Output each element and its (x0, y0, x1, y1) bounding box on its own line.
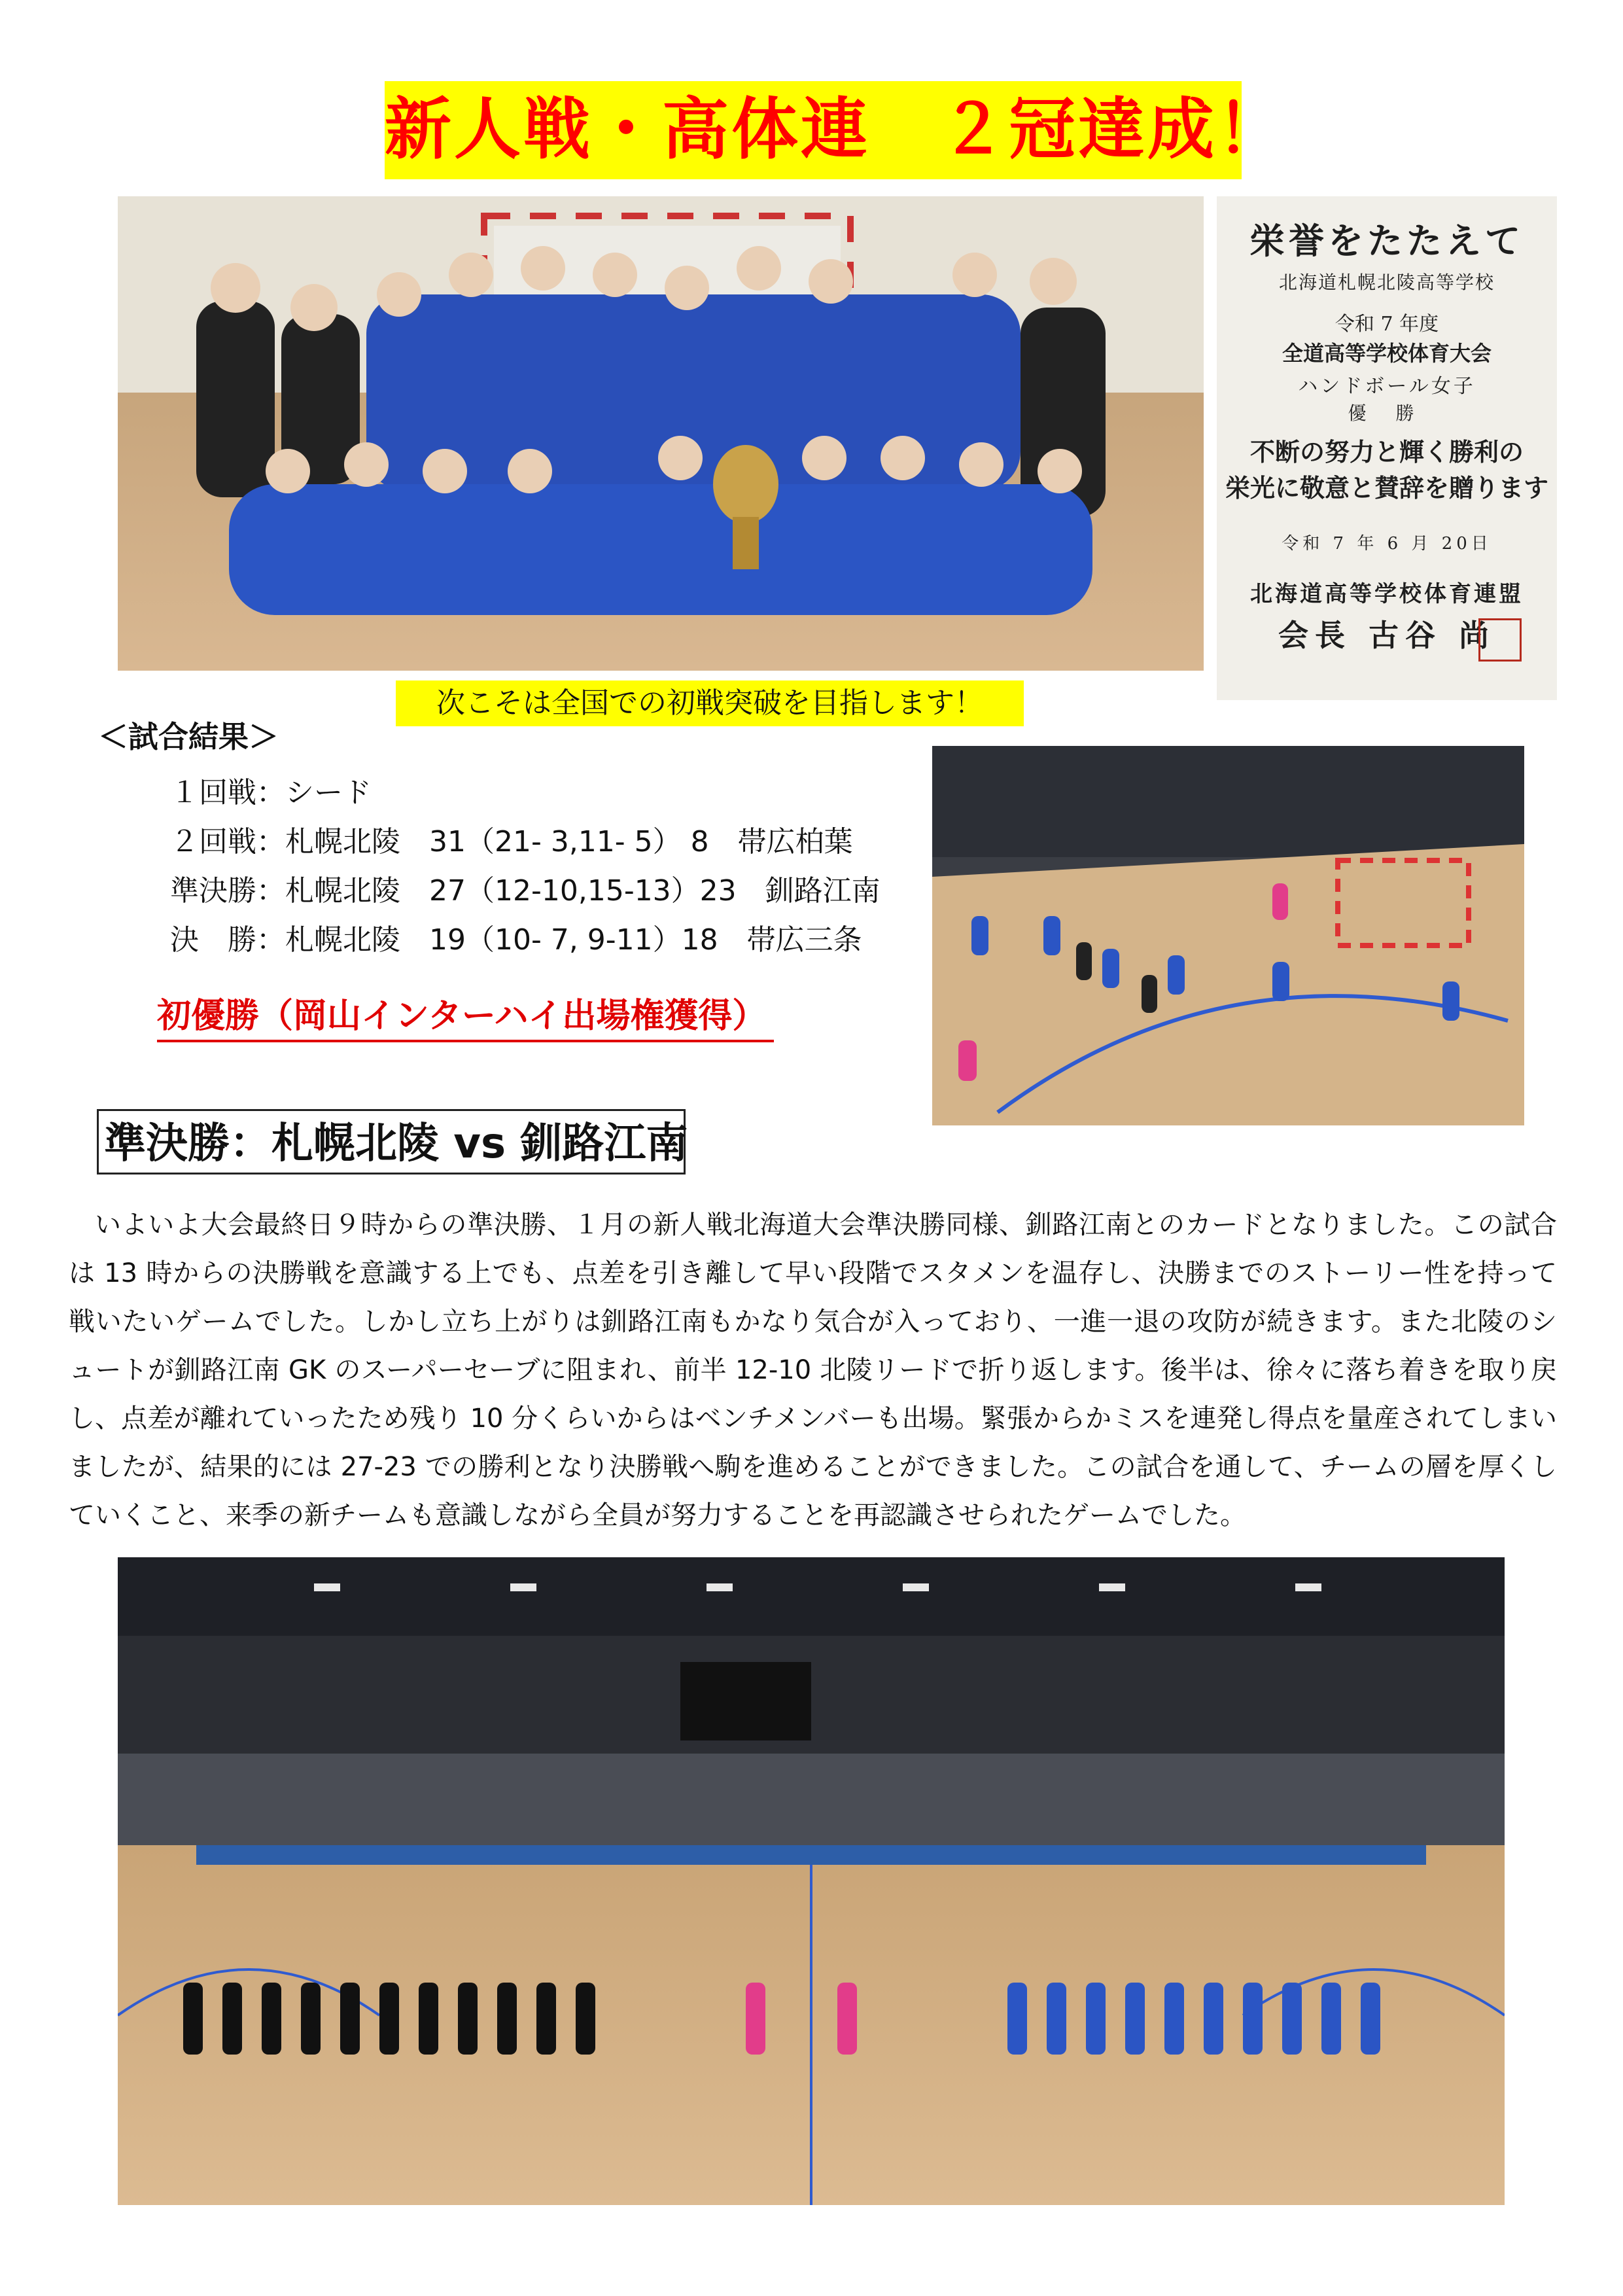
certificate-photo (1217, 196, 1557, 700)
certificate-signature: 会長 古谷 尚 (1278, 618, 1496, 653)
certificate-school: 北海道札幌北陵高等学校 (1278, 272, 1495, 293)
certificate-year: 令和 7 年度 (1335, 313, 1439, 336)
section-heading: 準決勝：札幌北陵 vs 釧路江南 (97, 1109, 686, 1174)
page-title: 新人戦・高体連 ２冠達成！ (385, 81, 1242, 179)
results-heading: ＜試合結果＞ (98, 719, 279, 754)
certificate-message-line2: 栄光に敬意と賛辞を贈ります (1225, 473, 1548, 503)
team-photo (118, 196, 1204, 671)
certificate-category: ハンドボール女子 (1298, 375, 1476, 398)
result-row: 決 勝：札幌北陵 19（10‐ 7, 9-11）18 帯広三条 (170, 923, 862, 957)
result-row: ２回戦：札幌北陵 31（21‐ 3,11‐ 5） 8 帯広柏葉 (170, 825, 853, 858)
seal-icon (1478, 618, 1522, 662)
game-photo (932, 746, 1524, 1125)
result-row: 準決勝：札幌北陵 27（12-10,15-13）23 釧路江南 (170, 874, 881, 908)
certificate-event: 全道高等学校体育大会 (1282, 341, 1492, 366)
article-body: いよいよ大会最終日９時からの準決勝、１月の新人戦北海道大会準決勝同様、釧路江南とのカードとなりました。この試合は 13 時からの決勝戦を意識する上でも、点差を引き離して早い段階でスタメンを温存し、決勝までのストーリー性を持って戦いたいゲームでした。しかし立ち上がりは釧路江南もかなり気合が入っており、一進一退の攻防が続きます。また北陵のシュートが釧路江南 GK のスーパーセーブに阻まれ、前半 12-10 北陵リードで折り返します。後半は、徐々に落ち着きを取り戻し、点差が離れていったため残り 10 分くらいからはベンチメンバーも出場。緊張からかミスを連発し得点を量産されてしまいましたが、結果的には 27-23 での勝利となり決勝戦へ駒を進めることができました。この試合を通して、チームの層を厚くしていくこと、来季の新チームも意識しながら全員が努力することを再認識させられたゲームでした。 (69, 1210, 1557, 1530)
certificate-message-line1: 不断の努力と輝く勝利の (1249, 437, 1524, 467)
certificate-result: 優 勝 (1348, 402, 1426, 424)
arena-photo (118, 1557, 1505, 2205)
photo-caption: 次こそは全国での初戦突破を目指します！ (396, 680, 1024, 726)
championship-note: 初優勝（岡山インターハイ出場権獲得） (157, 988, 774, 1042)
certificate-organization: 北海道高等学校体育連盟 (1250, 581, 1524, 607)
certificate-date: 令和 7 年 6 月 20日 (1282, 534, 1492, 554)
result-row: １回戦：シード (170, 776, 372, 809)
certificate-heading: 栄誉をたたえて (1249, 220, 1524, 262)
